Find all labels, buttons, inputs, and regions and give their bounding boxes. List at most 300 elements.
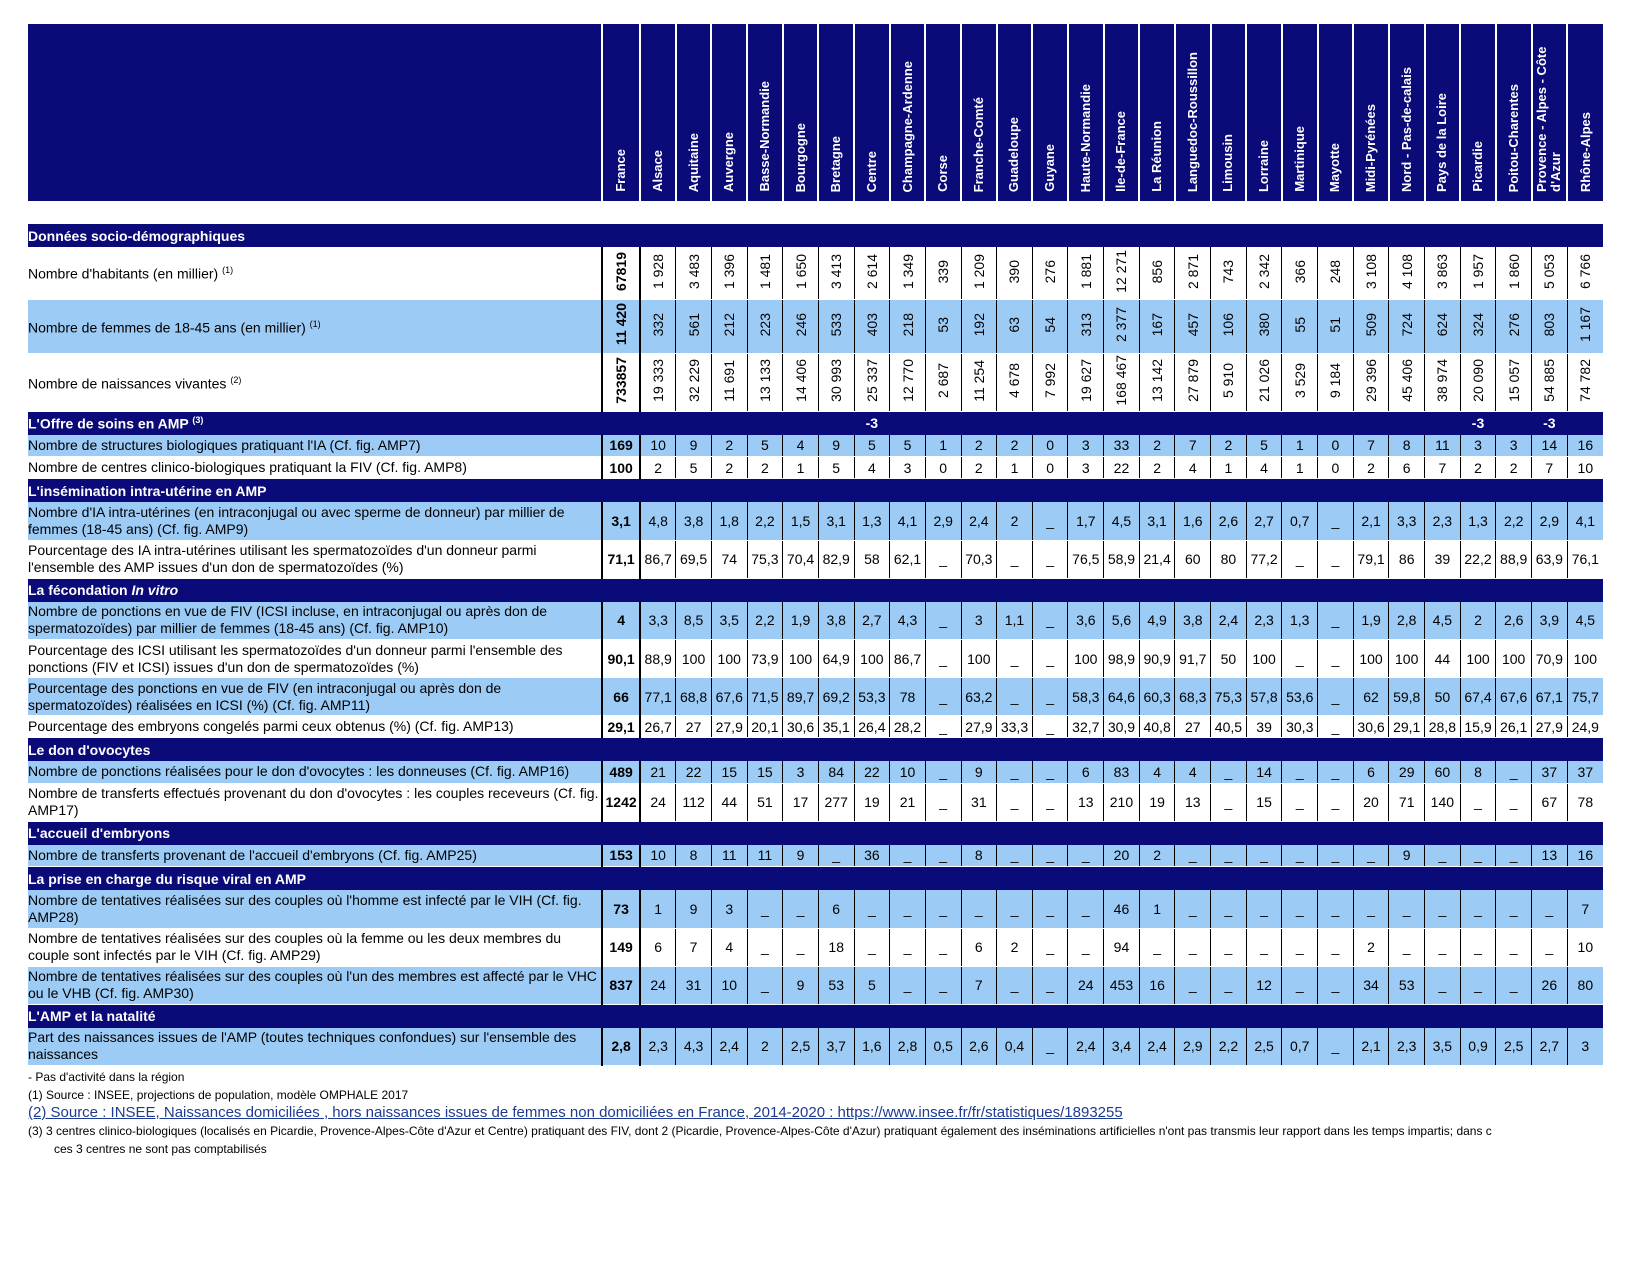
cell-text: 4 [796,437,805,454]
region-value [1032,1028,1068,1066]
cell-text: 74 782 [1577,359,1594,402]
cell-text: 100 [860,650,884,667]
region-value [1032,540,1068,578]
region-value [890,457,926,479]
cell-text: _ [1331,612,1340,629]
cell-text: 2 [654,459,663,476]
cell-text: 3,6 [1076,612,1096,629]
region-value [711,716,747,738]
cell-text: 3,1 [826,512,846,529]
cell-text: _ [1474,794,1482,810]
cell-text: 67,1 [1535,688,1563,705]
region-name: Nord - Pas-de-calais [1398,67,1414,192]
section-mark [997,1004,1033,1028]
cell-text: 100 [1466,650,1490,667]
cell-text: 1,1 [1004,612,1025,629]
region-value [1389,890,1425,928]
cell-text: 1 167 [1577,306,1594,343]
section-mark [1068,479,1104,503]
section-mark [1496,479,1532,503]
section-mark [1425,738,1461,762]
section-mark [1567,738,1603,762]
region-value [1211,783,1247,821]
section-mark [1139,578,1175,602]
section-mark [1425,867,1461,891]
region-value [1246,783,1282,821]
cell-text: 4 [1153,763,1161,780]
section-mark [961,578,997,602]
cell-text: 31 [971,794,987,810]
region-value [890,678,926,716]
region-value [1532,678,1568,716]
region-value [676,1028,712,1066]
section-mark [640,578,676,602]
region-value [1318,640,1354,678]
cell-text: 75,7 [1571,688,1599,705]
section-mark [602,479,640,503]
cell-text: 1,3 [862,512,882,529]
section-mark [747,738,783,762]
cell-text: 22 [1113,459,1130,476]
footnote-2-link[interactable]: (2) Source : INSEE, Naissances domiciliées , hors naissances issues de femmes non domiciliées en France, 2014-2020 : https://www.insee.fr/fr/statistiques/1893255 [28,1104,1123,1121]
cell-text: 4,5 [1432,612,1453,629]
cell-text: 44 [1434,650,1451,667]
section-mark [1211,411,1247,435]
region-value [1567,602,1603,640]
region-value [854,928,890,966]
region-value [818,928,854,966]
section-mark [1139,479,1175,503]
cell-text: 90,1 [607,650,635,667]
cell-text: 218 [899,312,916,337]
cell-text: 4 [617,612,625,629]
region-value [925,299,961,353]
region-value [1460,602,1496,640]
region-value [1353,783,1389,821]
cell-text: 1 [1295,437,1304,454]
section-mark [1246,867,1282,891]
region-value [890,890,926,928]
cell-text: 2,4 [1218,612,1239,629]
region-value [854,1028,890,1066]
region-header [854,24,890,201]
row-label-text: Nombre de femmes de 18-45 ans (en millier) [28,319,306,336]
region-value [1318,299,1354,353]
cell-text: 68,3 [1179,688,1207,705]
region-value [854,783,890,821]
row-label-text: Nombre de centres clinico-biologiques pratiquant la FIV (Cf. fig. AMP8) [28,459,467,475]
section-mark [1460,738,1496,762]
section-header [28,479,1603,503]
region-value [1032,783,1068,821]
section-mark [1068,411,1104,435]
section-mark [1211,479,1247,503]
region-value [676,299,712,353]
region-header [1496,24,1532,201]
cell-text: 8 [1402,437,1411,454]
region-value [1532,299,1568,353]
region-value [1496,1028,1532,1066]
region-value [676,602,712,640]
region-value [747,845,783,867]
cell-text: 169 [609,437,633,454]
region-value [1460,435,1496,457]
cell-text: 2 687 [935,362,952,399]
region-value [1318,602,1354,640]
section-mark [783,1004,819,1028]
region-value [854,247,890,299]
cell-text: 332 [650,312,667,337]
cell-text: _ [1188,900,1197,917]
region-value [1567,502,1603,540]
section-mark [1389,578,1425,602]
region-value [1532,602,1568,640]
region-value [1032,502,1068,540]
cell-text: 3 [1081,459,1090,476]
cell-text: 100 [1501,650,1526,667]
region-value [783,602,819,640]
cell-text: 2 [1224,437,1233,454]
cell-text: 1,7 [1076,512,1096,529]
region-value [1460,247,1496,299]
cell-text: 100 [1395,650,1419,667]
section-mark [818,821,854,845]
cell-text: 4 108 [1398,253,1415,289]
section-mark [1425,411,1461,435]
region-value [747,247,783,299]
region-value [890,1028,926,1066]
section-mark [925,821,961,845]
section-mark [1246,738,1282,762]
cell-text: 6 [1402,459,1411,476]
region-value [783,299,819,353]
cell-text: 80 [1220,551,1237,567]
region-value [925,1028,961,1066]
region-value [925,640,961,678]
section-mark [1068,224,1104,247]
cell-text: _ [1295,551,1304,567]
cell-text: 24 [650,977,666,993]
region-value [1211,247,1247,299]
region-value [1282,540,1318,578]
cell-text: 2,7 [1254,512,1274,529]
region-value [1104,1028,1140,1066]
region-value [747,457,783,479]
region-value [1496,457,1532,479]
section-mark [1104,411,1140,435]
section-mark [818,411,854,435]
region-value [1496,890,1532,928]
section-mark [1532,479,1568,503]
region-value [783,435,819,457]
region-value [1460,540,1496,578]
cell-text: 380 [1256,312,1273,337]
section-mark [890,479,926,503]
cell-text: 837 [609,977,633,993]
cell-text: 1 396 [721,253,738,289]
cell-text: _ [939,718,948,735]
region-value [1246,502,1282,540]
cell-text: 45 406 [1398,359,1415,402]
row-label [28,299,602,353]
cell-text: 168 467 [1113,355,1130,406]
region-header [1353,24,1389,201]
region-value [640,502,676,540]
region-header [640,24,676,201]
region-value [676,502,712,540]
region-value [1246,353,1282,411]
section-mark [676,821,712,845]
cell-text: 2,1 [1361,1038,1381,1055]
section-mark [783,224,819,247]
cell-text: 26,1 [1500,718,1528,735]
cell-text: 6 [654,939,663,955]
cell-text: 14 [1541,437,1558,454]
cell-text: 84 [828,763,844,780]
region-value [854,678,890,716]
region-value [1353,640,1389,678]
cell-text: 30,6 [1357,718,1385,735]
france-value [602,502,640,540]
cell-text: _ [939,650,948,667]
cell-text: 100 [967,650,991,667]
cell-text: 2 [725,459,734,476]
cell-text: 3,3 [648,612,668,629]
section-mark [1139,1004,1175,1028]
data-row [28,966,1603,1004]
cell-text: 68,8 [679,688,708,705]
section-mark [925,224,961,247]
cell-text: 24,9 [1571,718,1599,735]
region-value [1496,928,1532,966]
region-value [1425,640,1461,678]
footnotes [28,1068,1628,1158]
section-mark [1139,738,1175,762]
region-value [1139,602,1175,640]
region-name: Bourgogne [792,122,808,192]
region-name: France [613,149,629,192]
row-label-text: Nombre de transferts provenant de l'accueil d'embryons (Cf. fig. AMP25) [28,846,477,863]
cell-text: 5 [689,459,698,476]
section-mark [711,224,747,247]
region-value [1389,602,1425,640]
region-value [1211,1028,1247,1066]
region-value [1425,457,1461,479]
cell-text: 2,4 [1147,1038,1167,1055]
section-mark [1389,479,1425,503]
cell-text: 856 [1149,259,1166,283]
region-header [1246,24,1282,201]
region-value [640,845,676,867]
cell-text: 2,3 [648,1038,668,1055]
region-value [1389,928,1425,966]
section-mark [854,867,890,891]
region-name: Provence - Alpes - Côte d'Azur [1534,46,1564,192]
region-value [997,247,1033,299]
region-value [1353,1028,1389,1066]
cell-text: 12 [1256,977,1272,993]
region-value [1567,890,1603,928]
france-value [602,540,640,578]
region-value [711,457,747,479]
region-value [1282,435,1318,457]
region-value [1246,457,1282,479]
region-value [1532,640,1568,678]
cell-text: 1 860 [1505,253,1522,289]
cell-text: _ [1438,977,1447,993]
cell-text: 57,8 [1250,688,1278,705]
region-value [1425,678,1461,716]
cell-text: 2 [1153,847,1161,864]
region-value [1139,890,1175,928]
cell-text: 1,8 [719,512,739,529]
region-value [1532,502,1568,540]
section-mark [1246,578,1282,602]
region-name: Poitou-Charentes [1505,83,1521,192]
cell-text: 7 992 [1042,362,1059,399]
region-value [1567,640,1603,678]
region-value [1068,502,1104,540]
cell-text: 40,8 [1143,718,1171,735]
region-value [890,761,926,783]
region-value [1567,966,1603,1004]
section-title [28,578,602,602]
row-label [28,353,602,411]
section-mark [1282,1004,1318,1028]
region-value [961,678,997,716]
region-value [925,761,961,783]
section-mark [1460,578,1496,602]
region-value [1032,761,1068,783]
region-value [997,540,1033,578]
section-mark [1318,479,1354,503]
region-value [1389,716,1425,738]
cell-text: _ [832,847,841,864]
cell-text: 6 [1081,763,1090,780]
section-mark [676,738,712,762]
region-name: Corse [935,155,951,192]
section-mark [1175,578,1211,602]
cell-text: 1 [1295,459,1304,476]
cell-text: _ [796,939,805,955]
region-value [925,678,961,716]
section-mark [1282,578,1318,602]
section-mark [890,1004,926,1028]
section-mark [997,224,1033,247]
cell-text: 4,9 [1147,612,1167,629]
france-value [602,845,640,867]
cell-text: _ [1331,977,1340,993]
region-value [997,928,1033,966]
cell-text: _ [1545,939,1554,955]
cell-text: 1242 [605,794,637,810]
cell-text: _ [1295,847,1304,864]
row-label-text: Nombre de structures biologiques pratiquant l'IA (Cf. fig. AMP7) [28,436,421,453]
region-value [1389,540,1425,578]
cell-text: 100 [717,650,741,667]
region-header [997,24,1033,201]
region-value [1032,457,1068,479]
cell-text: 59,8 [1393,688,1421,705]
cell-text: 79,1 [1357,551,1385,567]
cell-text: 62 [1363,688,1379,705]
region-value [1068,966,1104,1004]
region-value [818,540,854,578]
cell-text: _ [1081,900,1090,917]
cell-text: 66 [613,688,629,705]
row-label-text: Nombre de ponctions en vue de FIV (ICSI incluse, en intraconjugal ou après don de spermatozoïdes) par millier de femmes (18-45 ans) (Cf. fig. AMP10) [28,603,548,637]
cell-text: 2,4 [1076,1038,1096,1055]
cell-text: 1,3 [1468,512,1488,529]
section-mark [1353,224,1389,247]
region-value [1175,1028,1211,1066]
cell-text: 73 [613,900,629,917]
cell-text: 3 529 [1291,362,1308,399]
region-value [854,845,890,867]
cell-text: 5 [1260,437,1268,454]
cell-text: 2,4 [969,512,989,529]
region-value [1175,966,1211,1004]
region-value [961,353,997,411]
cell-text: 20 090 [1470,359,1487,402]
region-value [711,602,747,640]
row-label [28,457,602,479]
region-value [818,502,854,540]
region-name: Pays de la Loire [1434,93,1450,192]
cell-text: _ [1295,650,1304,667]
region-value [747,928,783,966]
cell-text: 4 678 [1006,362,1023,399]
cell-text: 53 [1398,977,1415,993]
cell-text: 70,4 [786,551,815,567]
cell-text: _ [939,794,948,810]
cell-text: 29,1 [607,718,635,735]
cell-text: _ [1046,650,1055,667]
region-header [925,24,961,201]
region-value [640,783,676,821]
section-mark [1068,867,1104,891]
section-mark [1460,1004,1496,1028]
section-mark [1246,821,1282,845]
cell-text: 4 [1188,763,1197,780]
section-mark [1282,867,1318,891]
section-mark [1318,578,1354,602]
cell-text: 1 650 [792,253,809,289]
region-value [1425,353,1461,411]
region-header [890,24,926,201]
region-value [925,845,961,867]
region-value [747,716,783,738]
cell-text: _ [903,939,912,955]
section-title [28,479,602,503]
section-mark [1532,1004,1568,1028]
cell-text: 18 [828,939,844,955]
section-mark [818,224,854,247]
region-value [1211,890,1247,928]
cell-text: 8,5 [683,612,704,629]
section-mark [1318,411,1354,435]
region-value [1353,602,1389,640]
region-value [1425,602,1461,640]
cell-text: _ [1224,977,1233,993]
section-mark [676,224,712,247]
cell-text: 149 [609,939,633,955]
section-mark [925,1004,961,1028]
region-header [961,24,997,201]
region-value [925,716,961,738]
region-value [961,761,997,783]
section-mark [602,578,640,602]
